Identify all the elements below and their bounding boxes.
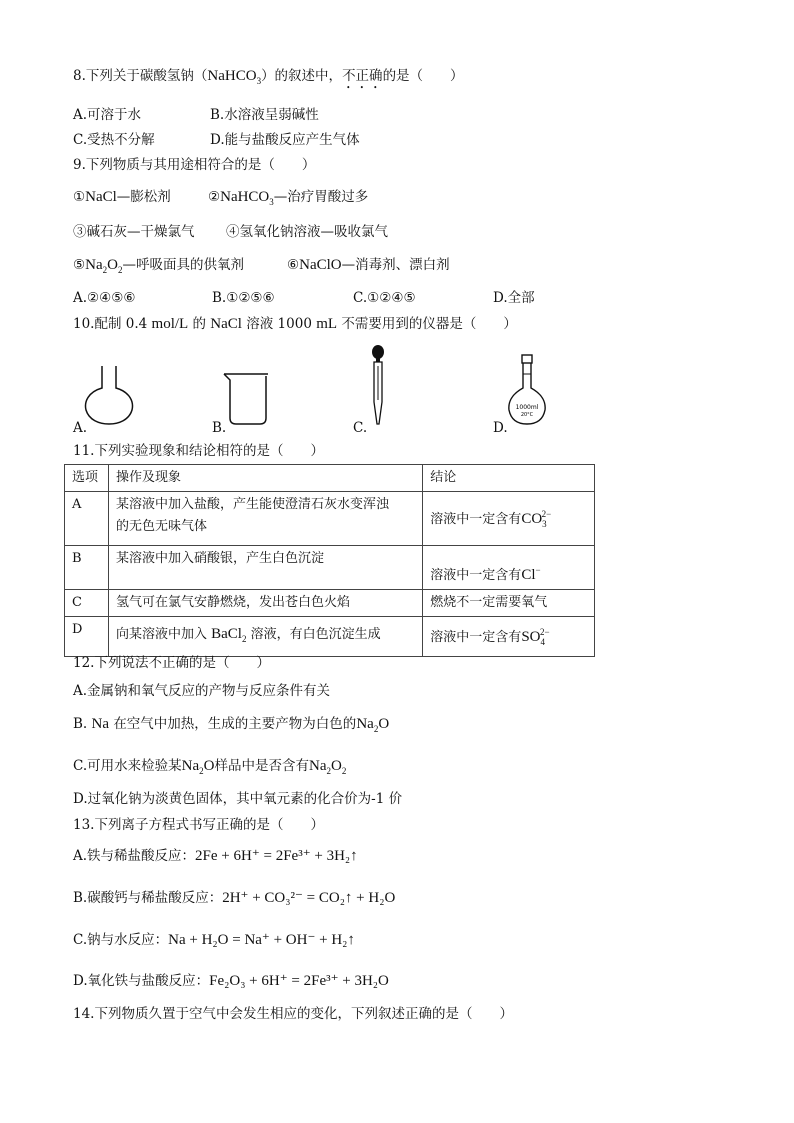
q9-option-a[interactable]: A.②④⑤⑥ [73, 290, 136, 306]
equation-b: 2H⁺ + CO₃²⁻ = CO₂↑ + H₂O [222, 890, 396, 906]
row-conclusion: 燃烧不一定需要氧气 [423, 590, 595, 617]
q9-item-4: ④氢氧化钠溶液—吸收氯气 [226, 224, 388, 240]
row-operation: 某溶液中加入盐酸，产生能使澄清石灰水变浑浊 的无色无味气体 [108, 492, 422, 546]
q10-option-b[interactable]: B. [212, 420, 227, 436]
q9-option-d[interactable]: D.全部 [493, 290, 535, 306]
q13-option-a[interactable]: A.铁与稀盐酸反应：2Fe + 6H⁺ = 2Fe³⁺ + 3H₂↑ [73, 848, 358, 864]
q9-item-6: ⑥NaClO—消毒剂、漂白剂 [287, 257, 450, 273]
q9-option-b[interactable]: B.①②⑤⑥ [212, 290, 275, 306]
dropper-icon [368, 344, 388, 428]
row-operation: 某溶液中加入硝酸银，产生白色沉淀 [108, 546, 422, 590]
equation-d: Fe₂O₃ + 6H⁺ = 2Fe³⁺ + 3H₂O [209, 973, 389, 989]
q12-option-a[interactable]: A.金属钠和氧气反应的产物与反应条件有关 [73, 683, 331, 699]
q12-option-d[interactable]: D.过氧化钠为淡黄色固体，其中氧元素的化合价为-1 价 [73, 791, 403, 807]
q12-option-b[interactable]: B. Na 在空气中加热，生成的主要产物为白色的$Na_2O$ [73, 716, 390, 734]
equation-c: Na + H₂O = Na⁺ + OH⁻ + H₂↑ [168, 932, 355, 948]
row-conclusion: 溶液中一定含有$SO_4^{2-}$ [423, 617, 595, 657]
q13-option-b[interactable]: B.碳酸钙与稀盐酸反应：2H⁺ + CO₃²⁻ = CO₂↑ + H₂O [73, 890, 396, 906]
q8-stem-prefix: 8.下列关于碳酸氢钠（ [73, 68, 208, 84]
row-conclusion: 溶液中一定含有Cl− [423, 546, 595, 590]
question-13-stem: 13.下列离子方程式书写正确的是（ ） [73, 817, 324, 833]
q9-item-1: ①NaCl—膨松剂 [73, 189, 171, 205]
q8-option-c[interactable]: C.受热不分解 [73, 132, 155, 148]
table-row[interactable] [65, 590, 595, 617]
question-9-stem: 9.下列物质与其用途相符合的是（ ） [73, 157, 316, 173]
row-option: D [65, 617, 109, 657]
q8-option-a[interactable]: A.可溶于水 [73, 107, 142, 123]
volumetric-flask-icon [506, 354, 548, 426]
question-8-stem [73, 66, 464, 92]
row-option: C [65, 590, 109, 617]
table-header-row [65, 465, 595, 492]
experiment-table [64, 464, 595, 657]
question-12-stem: 12.下列说法不正确的是（ ） [73, 655, 270, 671]
round-bottom-flask-icon [82, 364, 136, 426]
q12-option-c[interactable]: C.可用水来检验某$Na_2O$样品中是否含有$Na_2O_2$ [73, 758, 347, 776]
beaker-icon [222, 372, 272, 426]
q8-emphasis: 不正确 [342, 68, 383, 84]
q9-item-5: $⑤Na_2O_2—$呼吸面具的供氧剂 [73, 257, 244, 275]
q9-item-3: ③碱石灰—干燥氯气 [73, 224, 195, 240]
question-11-stem: 11.下列实验现象和结论相符的是（ ） [73, 443, 324, 459]
q9-item-2: ②NaHCO$_3$—治疗胃酸过多 [208, 189, 369, 207]
q13-option-d[interactable]: D.氧化铁与盐酸反应：Fe₂O₃ + 6H⁺ = 2Fe³⁺ + 3H₂O [73, 973, 389, 989]
header-operation: 操作及现象 [108, 465, 422, 492]
question-10-stem: 10.配制 0.4 mol/L 的 NaCl 溶液 1000 mL 不需要用到的仪器是（ ） [73, 316, 517, 332]
flask-temp-label: 20°C [520, 412, 534, 418]
q10-option-c[interactable]: C. [353, 420, 368, 436]
equation-a: 2Fe + 6H⁺ = 2Fe³⁺ + 3H₂↑ [195, 848, 358, 864]
q8-stem-post: 的是（ ） [382, 68, 464, 84]
q8-stem-mid: ）的叙述中， [261, 68, 343, 84]
q8-option-d[interactable]: D.能与盐酸反应产生气体 [210, 132, 360, 148]
question-14-stem: 14.下列物质久置于空气中会发生相应的变化，下列叙述正确的是（ ） [73, 1006, 513, 1022]
q10-option-a[interactable]: A. [73, 420, 88, 436]
row-operation: 向某溶液中加入 BaCl$_2$ 溶液，有白色沉淀生成 [108, 617, 422, 657]
q10-option-d[interactable]: D. [493, 420, 508, 436]
table-row[interactable] [65, 546, 595, 590]
row-option: B [65, 546, 109, 590]
header-conclusion: 结论 [423, 465, 595, 492]
row-operation: 氢气可在氯气安静燃烧，发出苍白色火焰 [108, 590, 422, 617]
formula-nahco3: NaHCO$_3$ [207, 68, 262, 86]
table-row[interactable] [65, 492, 595, 546]
table-row[interactable] [65, 617, 595, 657]
q9-option-c[interactable]: C.①②④⑤ [353, 290, 416, 306]
flask-volume-label: 1000ml [515, 404, 539, 411]
q13-option-c[interactable]: C.钠与水反应：Na + H₂O = Na⁺ + OH⁻ + H₂↑ [73, 932, 355, 948]
q8-option-b[interactable]: B.水溶液呈弱碱性 [210, 107, 319, 123]
row-option: A [65, 492, 109, 546]
row-conclusion: 溶液中一定含有$CO_3^{2-}$ [423, 492, 595, 546]
header-option: 选项 [65, 465, 109, 492]
